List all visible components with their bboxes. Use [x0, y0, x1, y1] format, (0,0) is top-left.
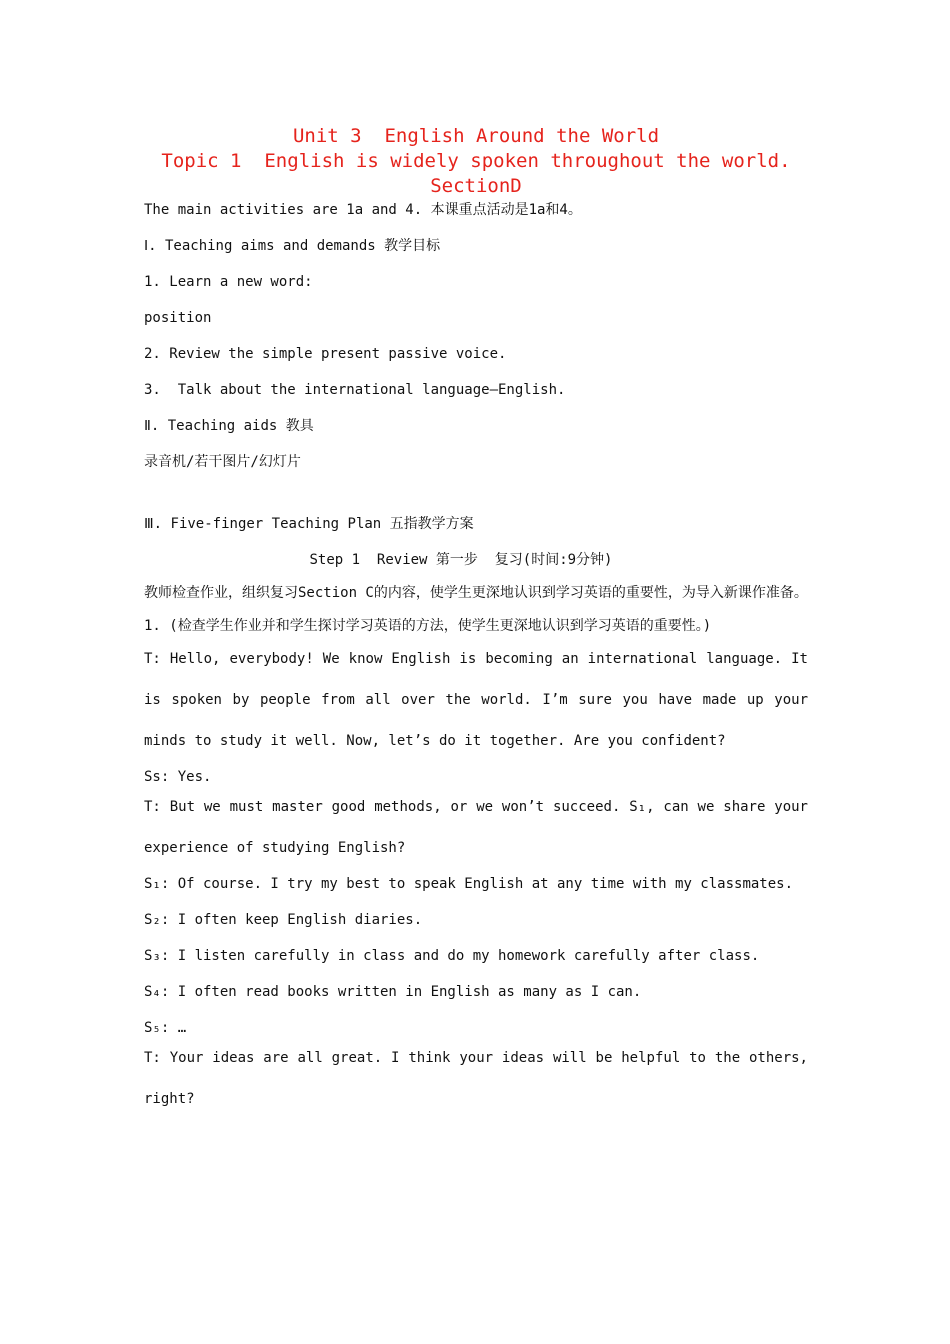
plan-item-1: 1. (检查学生作业并和学生探讨学习英语的方法，使学生更深地认识到学习英语的重要性。) [144, 618, 712, 634]
intro-text: The main activities are 1a and 4. 本课重点活动是1a和4。 [144, 202, 582, 218]
dialogue-line: S₅: … [144, 1020, 187, 1036]
plan-heading: Ⅲ. Five-finger Teaching Plan 五指教学方案 [144, 516, 474, 532]
aims-heading: Ⅰ. Teaching aims and demands 教学目标 [144, 238, 441, 254]
aims-item-3: 3. Talk about the international language—English. [144, 382, 566, 398]
dialogue-line: S₂: I often keep English diaries. [144, 912, 423, 928]
unit-title: Unit 3 English Around the World [292, 125, 660, 147]
aims-item-2: 2. Review the simple present passive voice. [144, 346, 507, 362]
dialogue-line: T: But we must master good methods, or we won’t succeed. S₁, can we share your experience of studying English? [144, 799, 808, 856]
step1-description: 教师检查作业，组织复习Section C的内容，使学生更深地认识到学习英语的重要性，为导入新课作准备。 [144, 585, 808, 601]
spacer [144, 480, 808, 506]
aims-item-1-word: position [144, 310, 212, 326]
aims-item-1: 1. Learn a new word: [144, 274, 313, 290]
dialogue-line: S₃: I listen carefully in class and do my homework carefully after class. [144, 948, 760, 964]
step1-heading: Step 1 Review 第一步 复习(时间:9分钟) [309, 552, 613, 568]
document-page [144, 124, 808, 1117]
dialogue-line: T: Hello, everybody! We know English is becoming an international language. It is spoken by people from all over the world. I’m sure you have made up your minds to study it well. Now, let’s do it together. Are you confident? [144, 651, 808, 749]
dialogue-line: Ss: Yes. [144, 769, 212, 785]
dialogue-line: T: Your ideas are all great. I think your ideas will be helpful to the others, right? [144, 1050, 808, 1107]
dialogue-line: S₄: I often read books written in English as many as I can. [144, 984, 642, 1000]
aids-content: 录音机/若干图片/幻灯片 [144, 454, 301, 470]
title-block [144, 124, 808, 199]
section-title: SectionD [430, 175, 522, 197]
aids-heading: Ⅱ. Teaching aids 教具 [144, 418, 314, 434]
topic-title: Topic 1 English is widely spoken throughout the world. [161, 150, 791, 172]
dialogue-line: S₁: Of course. I try my best to speak English at any time with my classmates. [144, 876, 794, 892]
